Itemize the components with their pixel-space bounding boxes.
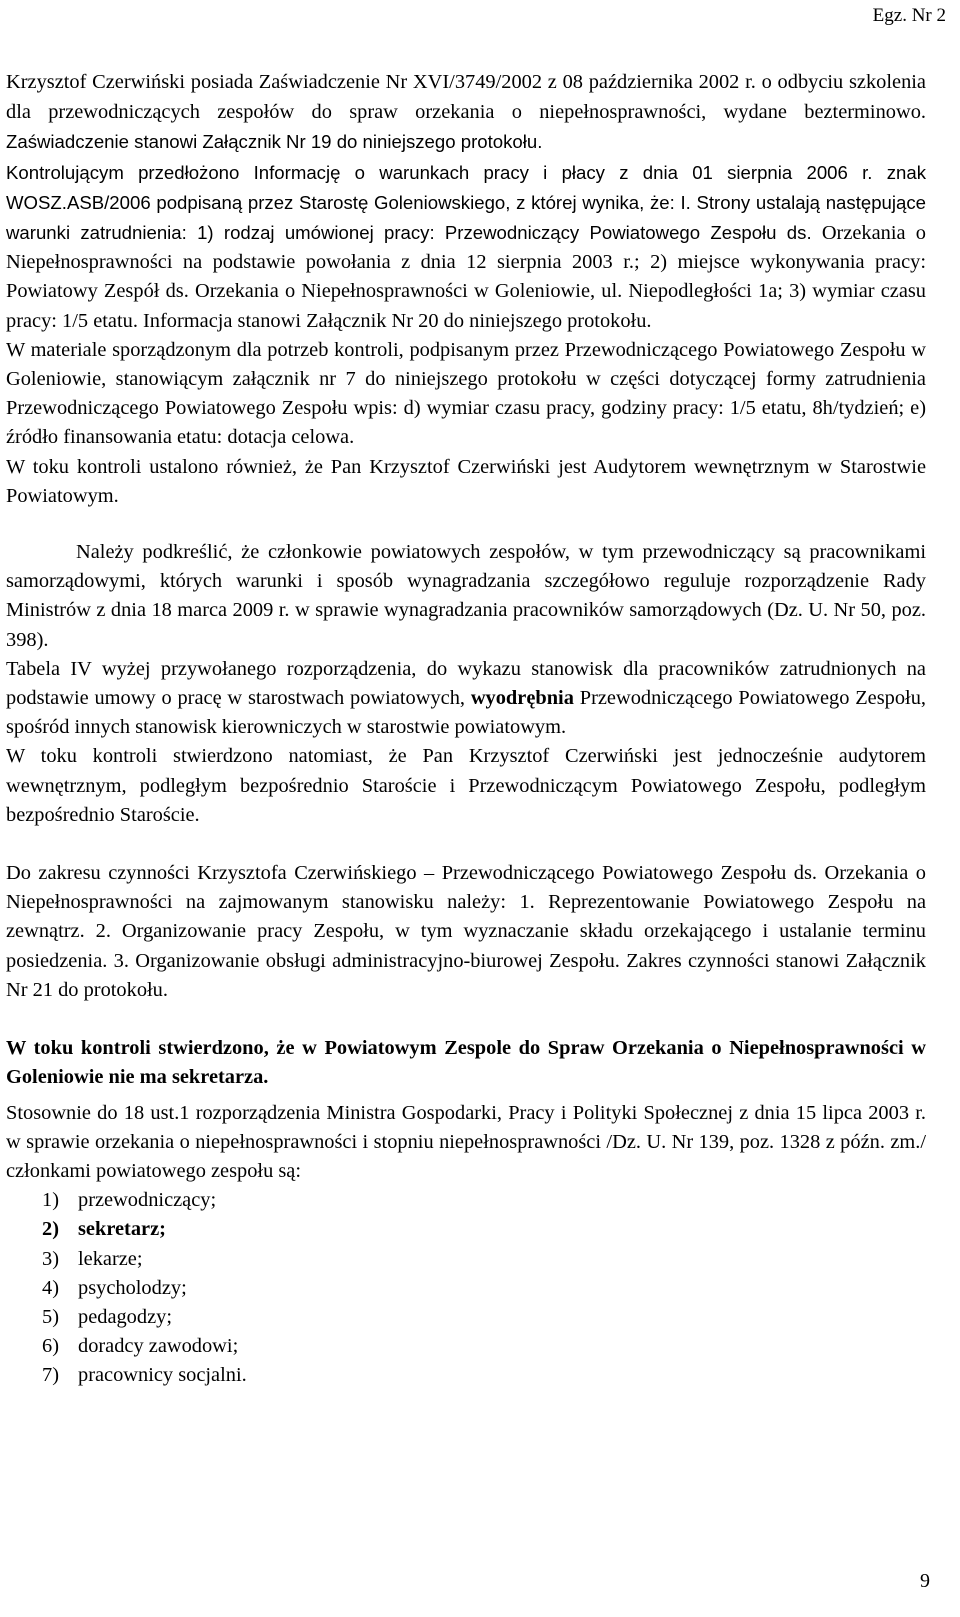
list-item-number: 7) — [42, 1364, 59, 1387]
employment-info-continued: Orzekania o Niepełnosprawności na podstawie powołania z dnia 12 sierpnia 2003 r.; 2) miejsce wykonywania pracy: Powiatowy Zespół ds. Orzekania o Niepełnosprawności w Goleniowie, ul. Niepodległości 1a; 3) wymiar czasu pracy: 1/5 etatu. Informacja stanowi Załącznik Nr 20 do niniejszego protokołu. — [6, 222, 926, 332]
list-item-label: przewodniczący; — [78, 1189, 217, 1212]
no-secretary-text: W toku kontroli stwierdzono, że w Powiatowym Zespole do Spraw Orzekania o Niepełnosprawności w Goleniowie nie ma sekretarza. — [6, 1037, 926, 1089]
list-item — [42, 1361, 926, 1390]
table-iv-text-end: Przewodniczącego Powiatowego Zespołu, spośród innych stanowisk kierowniczych w starostwie powiatowym. — [6, 687, 927, 739]
list-item — [42, 1332, 926, 1361]
paragraph-spacer — [6, 511, 926, 538]
list-item — [42, 1186, 926, 1215]
list-item-label: pracownicy socjalni. — [78, 1364, 247, 1387]
certificate-text: Krzysztof Czerwiński posiada Zaświadczenie Nr XVI/3749/2002 z 08 października 2002 r. o odbyciu szkolenia dla przewodniczących zespołów do spraw orzekania o niepełnosprawności, wydane bezterminowo. — [6, 71, 926, 124]
list-item — [42, 1303, 926, 1332]
list-item-label: doradcy zawodowi; — [78, 1335, 239, 1358]
paragraph-auditor-finding: W toku kontroli ustalono również, że Pan Krzysztof Czerwiński jest Audytorem wewnętrznym w Starostwie Powiatowym. — [6, 455, 926, 507]
paragraph-dual-role-finding: W toku kontroli stwierdzono natomiast, że Pan Krzysztof Czerwiński jest jednocześnie audytorem wewnętrznym, podległym bezpośrednio Staroście i Przewodniczącym Powiatowego Zespołu, podległym bezpośrednio Staroście. — [6, 745, 926, 826]
paragraph-control-material: W materiale sporządzonym dla potrzeb kontroli, podpisanym przez Przewodniczącego Powiatowego Zespołu w Goleniowie, stanowiącym załącznik nr 7 do niniejszego protokołu w części dotyczącej formy zatrudnienia Przewodniczącego Powiatowego Zespołu wpis: d) wymiar czasu pracy, godziny pracy: 1/5 etatu, 8h/tydzień; e) źródło finansowania etatu: dotacja celowa. — [6, 338, 926, 449]
list-item — [42, 1245, 926, 1274]
document-body — [6, 68, 926, 1391]
paragraph-table-iv — [6, 655, 926, 743]
paragraph-duties-scope: Do zakresu czynności Krzysztofa Czerwińskiego – Przewodniczącego Powiatowego Zespołu ds. Orzekania o Niepełnosprawności na zajmowanym stanowisku należy: 1. Reprezentowanie Powiatowego Zespołu na zewnątrz. 2. Organizowanie pracy Zespołu, w tym wyznaczanie składu orzekającego i ustalanie terminu posiedzenia. 3. Organizowanie obsługi administracyjno-biurowej Zespołu. Zakres czynności stanowi Załącznik Nr 21 do protokołu. — [6, 862, 926, 1001]
list-item-number: 5) — [42, 1305, 59, 1328]
paragraph-no-secretary-finding — [6, 1034, 926, 1092]
paragraph-certificate — [6, 68, 926, 158]
copy-number-label: Egz. Nr 2 — [872, 5, 946, 26]
table-iv-emphasis: wyodrębnia — [470, 687, 574, 710]
certificate-attachment-note: Zaświadczenie stanowi Załącznik Nr 19 do niniejszego protokołu. — [6, 131, 543, 153]
list-item-label: psycholodzy; — [78, 1276, 187, 1299]
paragraph-spacer — [6, 830, 926, 859]
employment-info-text: Kontrolującym przedłożono Informację o warunkach pracy i płacy z dnia 01 sierpnia 2006 r. znak WOSZ.ASB/2006 podpisaną przez Starostę Goleniowskiego, z której wynika, że: I. Strony ustalają następujące warunki zatrudnienia: 1) rodzaj umówionej pracy: Przewodniczący Powiatowego Zespołu ds. — [6, 161, 926, 244]
list-item — [42, 1274, 926, 1303]
table-iv-text: Tabela IV wyżej przywołanego rozporządzenia, do wykazu stanowisk dla pracowników zatrudnionych na podstawie umowy o pracę w starostwach powiatowych, — [6, 657, 926, 710]
list-item-label: sekretarz; — [78, 1218, 166, 1241]
list-item-number: 6) — [42, 1335, 59, 1358]
page-number: 9 — [920, 1570, 930, 1592]
list-item-number: 4) — [42, 1276, 59, 1299]
list-item-label: lekarze; — [78, 1247, 143, 1270]
list-item — [42, 1215, 926, 1244]
paragraph-spacer — [6, 1005, 926, 1034]
list-item-number: 1) — [42, 1189, 59, 1212]
team-members-list — [6, 1186, 926, 1390]
paragraph-regulation: Należy podkreślić, że członkowie powiatowych zespołów, w tym przewodniczący są pracownikami samorządowymi, których warunki i sposób wynagradzania szczegółowo reguluje rozporządzenie Rady Ministrów z dnia 18 marca 2009 r. w sprawie wynagradzania pracowników samorządowych (Dz. U. Nr 50, poz. 398). — [6, 541, 926, 651]
paragraph-employment-info — [6, 158, 926, 336]
list-item-label: pedagodzy; — [78, 1305, 172, 1328]
list-item-number: 2) — [42, 1218, 59, 1241]
paragraph-legal-basis: Stosownie do 18 ust.1 rozporządzenia Ministra Gospodarki, Pracy i Polityki Społecznej z dnia 15 lipca 2003 r. w sprawie orzekania o niepełnosprawności i stopniu niepełnosprawności /Dz. U. Nr 139, poz. 1328 z późn. zm./ członkami powiatowego zespołu są: — [6, 1101, 926, 1182]
list-item-number: 3) — [42, 1247, 59, 1270]
